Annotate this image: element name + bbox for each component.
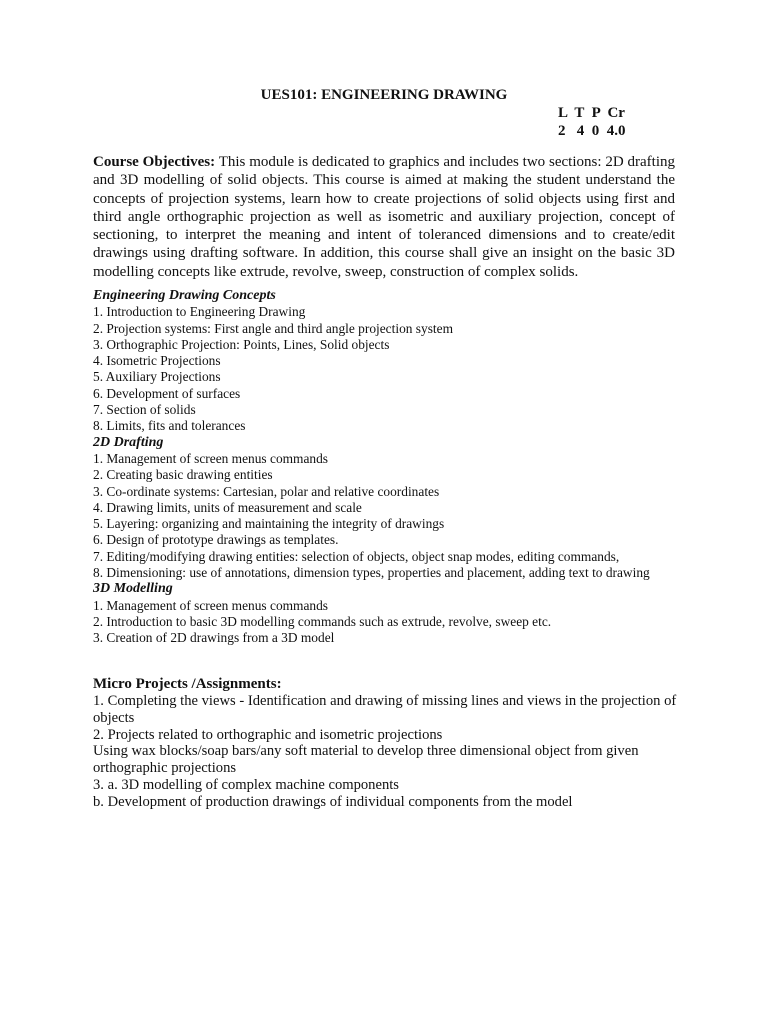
course-title: UES101: ENGINEERING DRAWING [260,87,508,103]
section-title: Engineering Drawing Concepts [93,288,276,303]
list-item: 1. Management of screen menus commands [93,450,329,466]
list-item: 5. Auxiliary Projections [93,369,221,385]
section-title: 3D Modelling [93,581,173,597]
section-engineering-drawing-concepts [93,288,683,435]
objectives-text: This module is dedicated to graphics and includes two sections: 2D drafting and 3D modelling of solid objects. This course is aimed at making the student understand the concepts of projection systems, learn how to create projections of solid objects using first and third angle orthographic projection as well as isometric and auxiliary projection, concept of sectioning, to interpret the meaning and intent of toleranced dimensions and to create/edit drawings using drafting software. In addition, this course shall give an insight on the basic 3D modelling concepts like extrude, revolve, sweep, construction of complex solids. [93,154,675,280]
list-item: 1. Management of screen menus commands [93,597,329,613]
micro-project-line: 3. a. 3D modelling of complex machine components [93,776,399,793]
section-2d-drafting [93,435,683,582]
syllabus-content [93,288,683,647]
list-item: 2. Introduction to basic 3D modelling commands such as extrude, revolve, sweep etc. [93,613,552,629]
list-item: 3. Orthographic Projection: Points, Lines, Solid objects [93,336,390,352]
list-item: 4. Isometric Projections [93,353,221,369]
micro-projects-section [93,676,683,811]
list-item: 8. Dimensioning: use of annotations, dimension types, properties and placement, adding text to drawing [93,565,650,581]
list-item: 5. Layering: organizing and maintaining the integrity of drawings [93,516,445,532]
micro-projects-title: Micro Projects /Assignments: [93,676,282,692]
section-title: 2D Drafting [93,434,164,450]
list-item: 1. Introduction to Engineering Drawing [93,304,306,320]
micro-project-line: 2. Projects related to orthographic and isometric projections [93,726,443,743]
list-item: 6. Development of surfaces [93,385,241,401]
list-item: 2. Projection systems: First angle and third angle projection system [93,320,454,336]
list-item: 2. Creating basic drawing entities [93,467,273,483]
list-item: 4. Drawing limits, units of measurement and scale [93,499,362,515]
micro-project-line: 1. Completing the views - Identification and drawing of missing lines and views in the projection of [93,693,677,709]
course-objectives-paragraph [93,153,675,281]
list-item: 3. Creation of 2D drawings from a 3D model [93,630,335,646]
list-item: 7. Editing/modifying drawing entities: selection of objects, object snap modes, editing commands, [93,548,620,564]
list-item: 6. Design of prototype drawings as templates. [93,532,339,548]
ltpc-values: 2 4 0 4.0 [558,123,626,139]
ltpc-header: L T P Cr [558,105,625,121]
micro-project-line: Using wax blocks/soap bars/any soft material to develop three dimensional object from given orthographic projections [93,743,639,777]
objectives-label: Course Objectives: [93,154,216,170]
list-item: 8. Limits, fits and tolerances [93,418,246,434]
section-3d-modelling [93,581,683,646]
list-item: 7. Section of solids [93,402,196,418]
micro-project-line: b. Development of production drawings of individual components from the model [93,793,573,810]
list-item: 3. Co-ordinate systems: Cartesian, polar and relative coordinates [93,483,440,499]
micro-project-line: objects [93,709,135,726]
